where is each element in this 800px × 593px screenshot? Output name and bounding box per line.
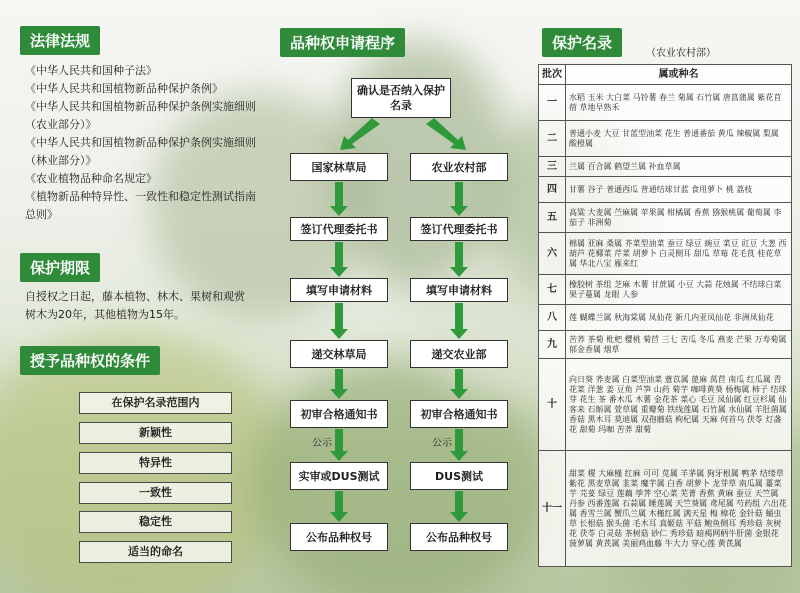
flow-start-box: 确认是否纳入保护名录	[351, 78, 451, 118]
table-header-row	[539, 65, 792, 85]
batch-cell: 七	[539, 275, 566, 305]
down-arrow-icon	[330, 303, 348, 339]
species-cell: 高粱 大麦属 苎麻属 苹果属 柑橘属 香蕉 猕猴桃属 葡萄属 李 茄子 非洲菊	[566, 203, 792, 233]
down-arrow-icon	[330, 429, 348, 461]
down-arrow-icon	[450, 491, 468, 522]
table-row	[539, 233, 792, 275]
condition-item: 适当的命名	[79, 541, 232, 563]
species-cell: 莲 蝴蝶兰属 秋海棠属 凤仙花 新几内亚凤仙花 非洲凤仙花	[566, 305, 792, 331]
table-row	[539, 305, 792, 331]
flow-right-step: 公布品种权号	[410, 523, 508, 551]
law-item: 《中华人民共和国种子法》	[25, 64, 157, 77]
species-cell: 棉属 亚麻 桑属 芥菜型油菜 蚕豆 绿豆 豌豆 菜豆 豇豆 大葱 西葫芦 花椰菜 芹菜 胡萝卜 白灵侧耳 甜瓜 草莓 花毛茛 桂花草属 华北八宝 雁来红	[566, 233, 792, 275]
flow-left-step: 递交林草局	[290, 340, 388, 368]
period-heading: 保护期限	[20, 253, 100, 282]
species-cell: 甜菜 稷 大麻槿 红麻 可可 苋属 羊茅属 狗牙根属 鸭茅 结缕草 紫花 黑麦草属 韭菜 魔芋属 白香 胡萝卜 龙芽草 南瓜属 薹菜 芋 芫荽 绿豆 莲藕 荸荠 空心菜 芜菁 香蕉 黄麻 蚕豆 天竺属 丹参 西番莲属 石蒜属 睡莲属 天竺葵属 鸢尾属 芍药组 六出花属 香雪兰属 蟹爪兰属 木槿红属 满天星 梅 樟花 金针菇 蛹虫草 长根菇 猴头菌 毛木耳 真姬菇 平菇 鲍鱼侧耳 秀珍菇 灰树花 茯苓 白灵菇 茶树菇 砂仁 秀珍菇 暗褐网柄牛肝菌 金银花 菠萝属 黄芪属 美丽鸡血藤 牛大力 穿心莲 黄芪属	[566, 451, 792, 567]
law-item: 《中华人民共和国植物新品种保护条例实施细则（农业部分）》	[25, 100, 256, 131]
species-cell: 橡胶树 茶组 芝麻 木薯 甘蔗属 小豆 大蒜 花烛属 不结球白菜 果子蔓属 龙眼 人参	[566, 275, 792, 305]
period-text: 自授权之日起，藤本植物、林木、果树和观赏树木为20年，其他植物为15年。	[25, 290, 245, 321]
down-arrow-icon	[330, 182, 348, 216]
batch-cell: 十一	[539, 451, 566, 567]
flow-left-step: 签订代理委托书	[290, 217, 388, 241]
flow-right-step: 填写申请材料	[410, 278, 508, 302]
flow-left-step: 国家林草局	[290, 153, 388, 181]
table-row	[539, 331, 792, 359]
batch-cell: 五	[539, 203, 566, 233]
down-arrow-icon	[450, 303, 468, 339]
laws-list	[25, 62, 257, 224]
batch-cell: 三	[539, 157, 566, 177]
down-arrow-icon	[330, 242, 348, 277]
flow-right-step: 递交农业部	[410, 340, 508, 368]
down-arrow-icon	[330, 369, 348, 399]
flow-heading: 品种权申请程序	[280, 28, 405, 57]
batch-cell: 九	[539, 331, 566, 359]
condition-item: 在保护名录范围内	[79, 392, 232, 414]
species-cell: 向日葵 荞麦属 白菜型油菜 薏苡属 蓖麻 莴苣 南瓜 红瓜属 青花菜 洋葱 姜 豆角 芦笋 山药 菊芋 咖啡黄葵 杨梅属 柿子 结球芽 花生 茶 番木瓜 木薯 金花茶 菜心 毛豆 凤仙属 红豆杉属 仙客来 石斛属 萱草属 重瓣菊 铁线莲属 石竹属 水仙属 羊肚菌属 香菇 黑木耳 莫迪属 双孢蘑菇 枸杞属 天麻 何首乌 茯苓 灯盏花 甜菊 玛咖 苦荞 甜菊	[566, 359, 792, 451]
species-cell: 甘薯 谷子 普通西瓜 普通结球甘蓝 食用萝卜 桃 荔枝	[566, 177, 792, 203]
flow-left-step: 公布品种权号	[290, 523, 388, 551]
table-row	[539, 203, 792, 233]
flow-left-step: 初审合格通知书	[290, 400, 388, 428]
species-cell: 兰属 百合属 鹤望兰属 补血草属	[566, 157, 792, 177]
batch-cell: 四	[539, 177, 566, 203]
down-arrow-icon	[450, 242, 468, 277]
table-row	[539, 177, 792, 203]
species-cell: 水稻 玉米 大白菜 马铃薯 春兰 菊属 石竹属 唐菖蒲属 紫花苜蓿 草地早熟禾	[566, 85, 792, 121]
announce-label: 公示	[312, 438, 332, 449]
condition-item: 稳定性	[79, 511, 232, 533]
law-item: 《中华人民共和国植物新品种保护条例》	[25, 82, 223, 95]
announce-label: 公示	[432, 438, 452, 449]
left-panel	[0, 0, 268, 593]
law-item: 《植物新品种特异性、一致性和稳定性测试指南 总则》	[25, 190, 256, 221]
table-row	[539, 359, 792, 451]
down-arrow-icon	[450, 182, 468, 216]
laws-heading: 法律法规	[20, 26, 100, 55]
species-cell: 苦荞 茶菊 枇杷 樱桃 菊苣 三七 苦瓜 冬瓜 燕麦 芒果 万寿菊属 郁金香属 烟草	[566, 331, 792, 359]
flow-panel	[268, 0, 536, 593]
condition-item: 一致性	[79, 482, 232, 504]
table-row	[539, 451, 792, 567]
batch-cell: 十	[539, 359, 566, 451]
table-row	[539, 157, 792, 177]
branch-arrow-right	[426, 118, 466, 150]
col-species-header: 属或种名	[566, 65, 792, 85]
batch-cell: 一	[539, 85, 566, 121]
protection-heading: 保护名录	[542, 28, 622, 57]
down-arrow-icon	[450, 429, 468, 461]
condition-item: 新颖性	[79, 422, 232, 444]
batch-cell: 八	[539, 305, 566, 331]
flow-left-step: 实审或DUS测试	[290, 462, 388, 490]
flow-right-step: 农业农村部	[410, 153, 508, 181]
protection-table	[538, 64, 792, 567]
species-cell: 普通小麦 大豆 甘蓝型油菜 花生 普通番茄 黄瓜 辣椒属 梨属 酸橙属	[566, 121, 792, 157]
down-arrow-icon	[450, 369, 468, 399]
table-row	[539, 85, 792, 121]
flow-left-step: 填写申请材料	[290, 278, 388, 302]
table-row	[539, 121, 792, 157]
flow-right-step: DUS测试	[410, 462, 508, 490]
condition-item: 特异性	[79, 452, 232, 474]
batch-cell: 六	[539, 233, 566, 275]
branch-arrow-left	[340, 118, 380, 150]
batch-cell: 二	[539, 121, 566, 157]
down-arrow-icon	[330, 491, 348, 522]
table-row	[539, 275, 792, 305]
branch-arrows	[328, 118, 478, 152]
law-item: 《农业植物品种命名规定》	[25, 172, 157, 185]
protection-subtitle: （农业农村部）	[646, 48, 716, 59]
conditions-heading: 授予品种权的条件	[20, 346, 160, 375]
flow-right-step: 初审合格通知书	[410, 400, 508, 428]
flow-right-step: 签订代理委托书	[410, 217, 508, 241]
law-item: 《中华人民共和国植物新品种保护条例实施细则（林业部分）》	[25, 136, 256, 167]
col-batch-header: 批次	[539, 65, 566, 85]
